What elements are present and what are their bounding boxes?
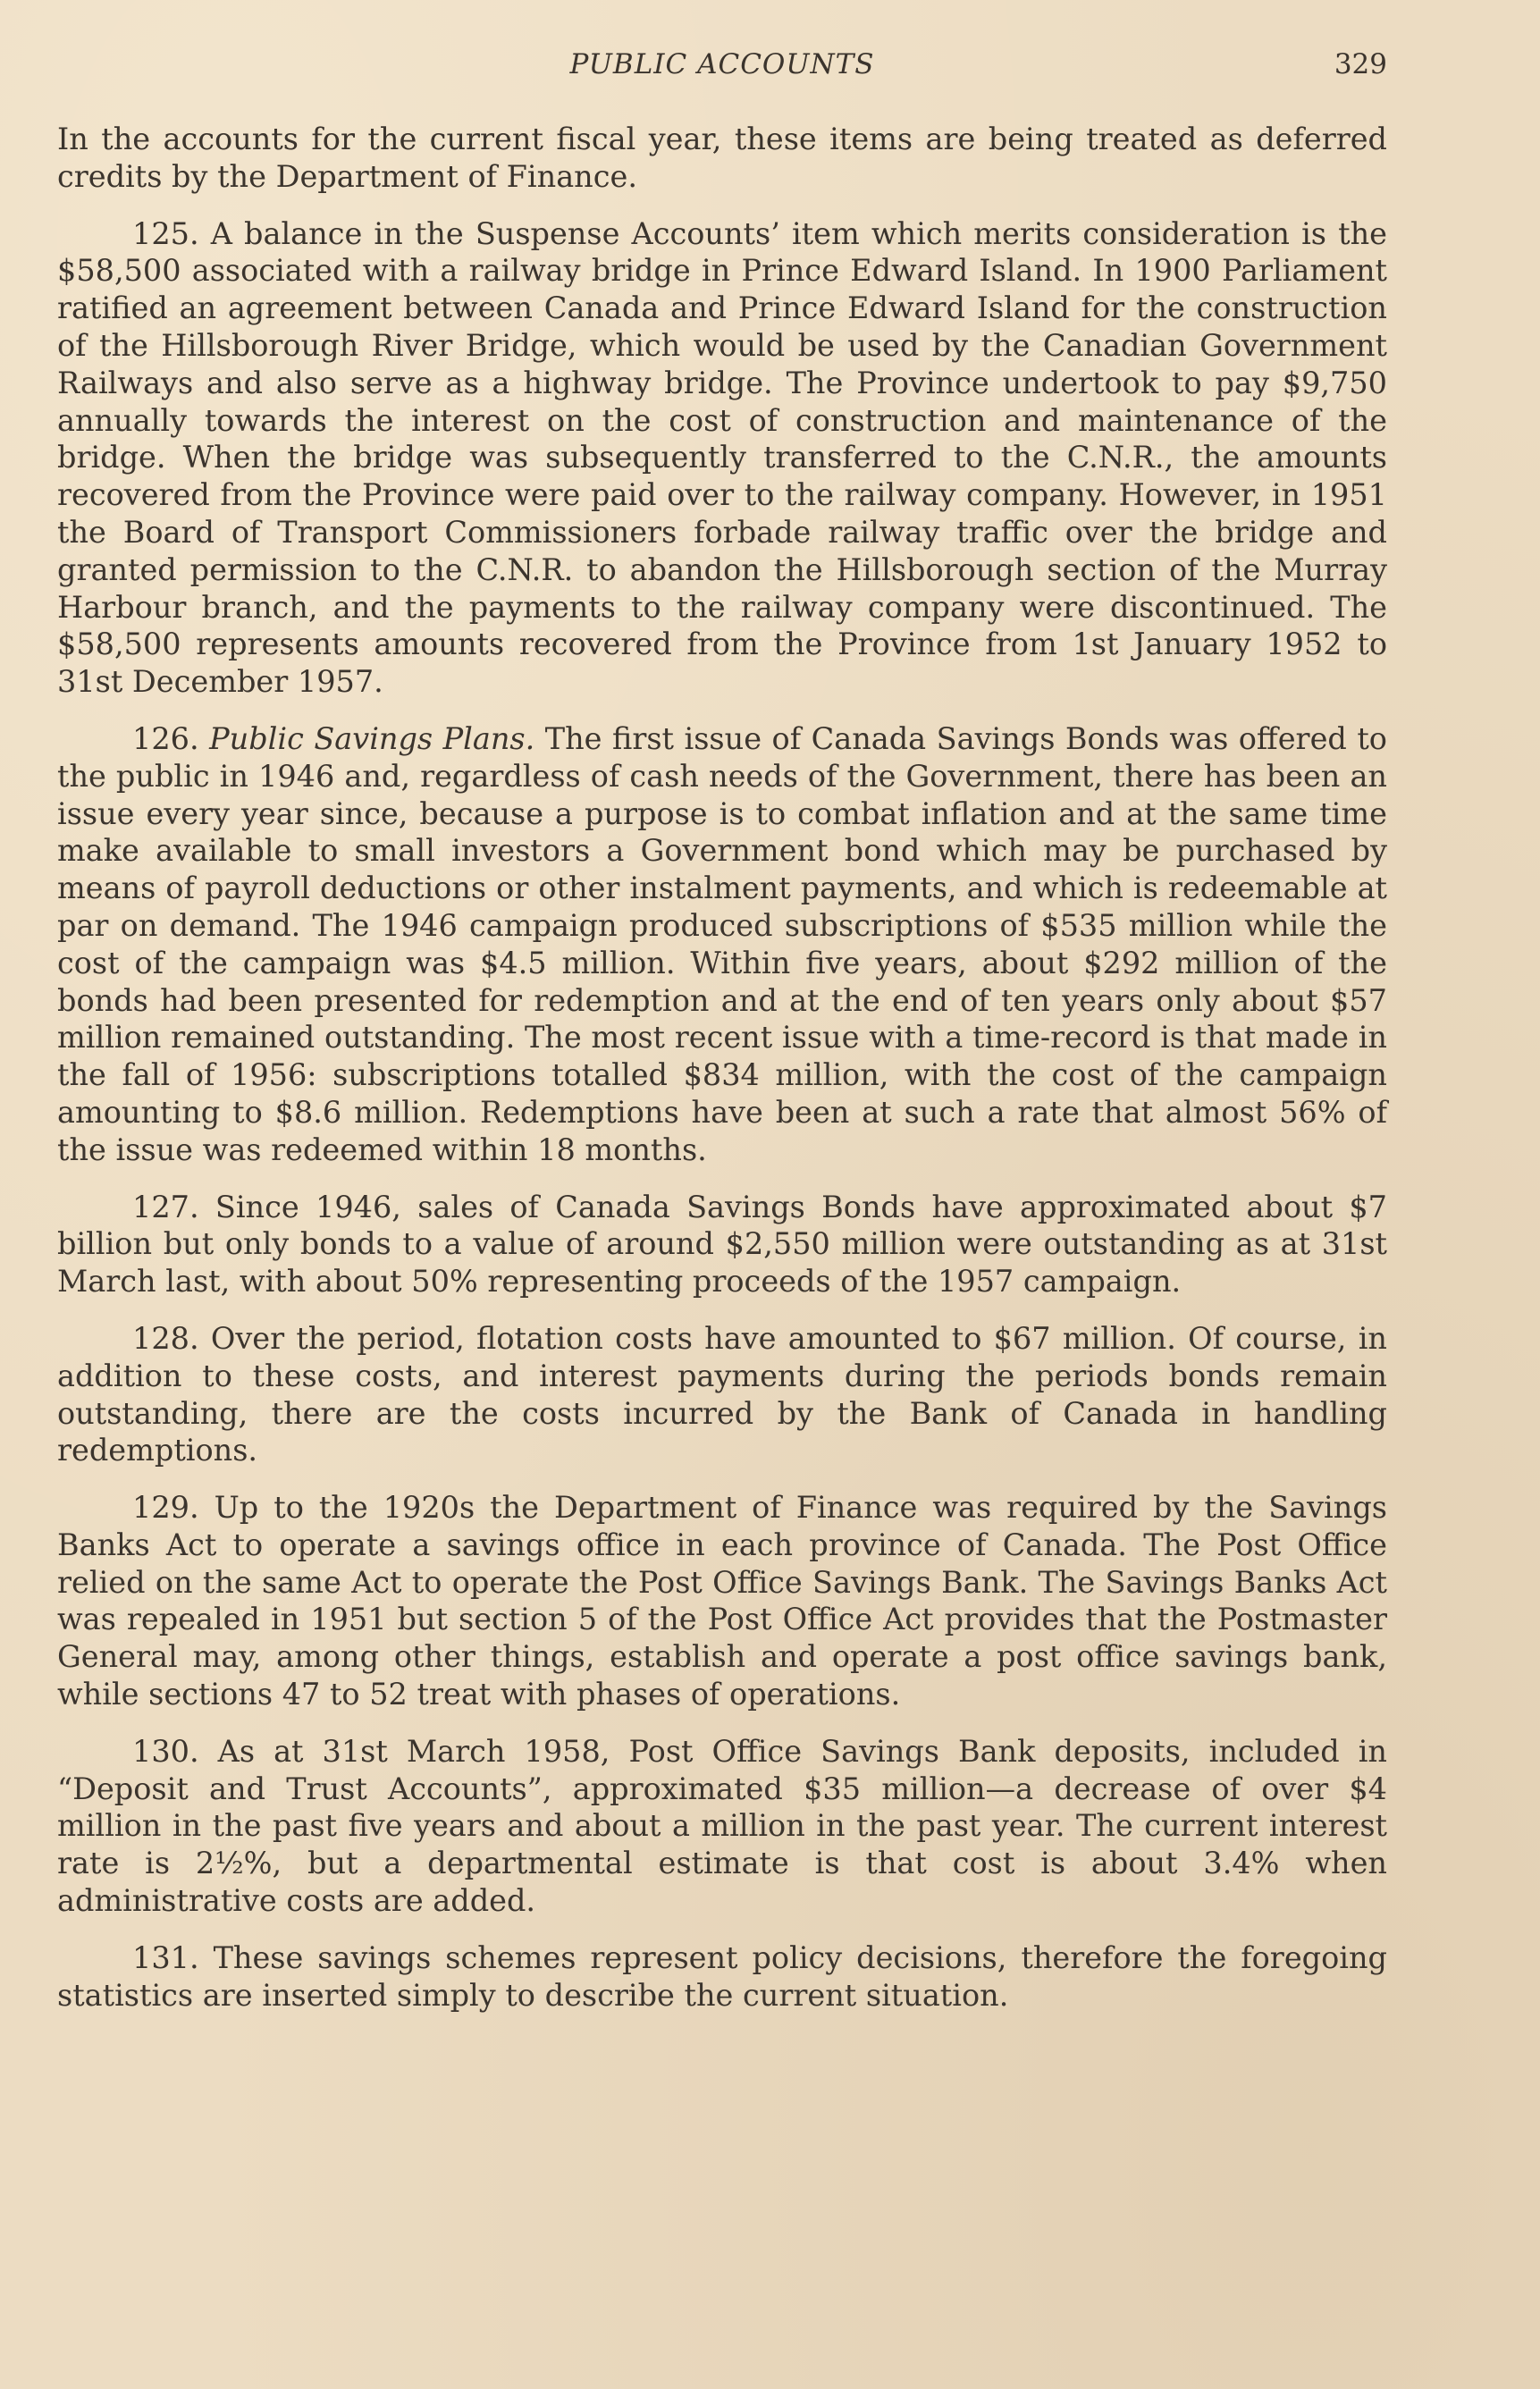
paragraph-number: 128. (132, 1320, 199, 1356)
paragraph-text: In the accounts for the current fiscal year, these items are being treated as deferred credits by the Department of Finance. (57, 122, 1387, 194)
paragraph-text: These savings schemes represent policy decisions, therefore the foregoing statistics are inserted simply to describe the current situation. (57, 1939, 1387, 2013)
paragraph-text: Up to the 1920s the Department of Finance was required by the Savings Banks Act to operate a savings office in each province of Canada. The Post Office relied on the same Act to operate the Post Office Savings Bank. The Savings Banks Act was repealed in 1951 but section 5 of the Post Office Act provides that the Postmaster General may, among other things, establish and operate a post office savings bank, while sections 47 to 52 treat with phases of operations. (57, 1490, 1387, 1712)
paragraph-128 (57, 1320, 1387, 1469)
paragraph-number: 127. (132, 1189, 199, 1224)
running-title: PUBLIC ACCOUNTS (569, 48, 875, 80)
paragraph-number: 131. (132, 1939, 199, 1975)
paragraph-text: As at 31st March 1958, Post Office Savings Bank deposits, included in “Deposit and Trust Accounts”, approximated $35 million—a decrease of over $4 million in the past five years and about a million in the past year. The current interest rate is 2½%, but a departmental estimate is that cost is about 3.4% when administrative costs are added. (57, 1733, 1387, 1919)
paragraph-text: Over the period, flotation costs have amounted to $67 million. Of course, in addition to these costs, and interest payments during the periods bonds remain outstanding, there are the costs incurred by the Bank of Canada in handling redemptions. (57, 1320, 1387, 1468)
paragraph-continuation (57, 121, 1387, 196)
paragraph-131 (57, 1939, 1387, 2015)
paragraph-number: 130. (132, 1733, 199, 1769)
paragraph-text: Since 1946, sales of Canada Savings Bonds have approximated about $7 billion but only bonds to a value of around $2,550 million were outstanding as at 31st March last, with about 50% representing proceeds of the 1957 campaign. (57, 1189, 1387, 1300)
running-header (57, 48, 1387, 88)
paragraph-heading: Public Savings Plans. (209, 720, 535, 756)
paragraph-number: 126. (132, 720, 199, 756)
page-number: 329 (1334, 48, 1387, 80)
body-text (57, 121, 1387, 2014)
paragraph-126 (57, 720, 1387, 1169)
paragraph-130 (57, 1733, 1387, 1920)
paragraph-number: 125. (132, 215, 199, 251)
paragraph-number: 129. (132, 1490, 199, 1526)
paragraph-127 (57, 1189, 1387, 1300)
paragraph-text: The first issue of Canada Savings Bonds was offered to the public in 1946 and, regardless of cash needs of the Government, there has been an issue every year since, because a purpose is to combat inflation and at the same time make available to small investors a Government bond which may be purchased by means of payroll deductions or other instalment payments, and which is redeemable at par on demand. The 1946 campaign produced subscriptions of $535 million while the cost of the campaign was $4.5 million. Within five years, about $292 million of the bonds had been presented for redemption and at the end of ten years only about $57 million remained outstanding. The most recent issue with a time-record is that made in the fall of 1956: subscriptions totalled $834 million, with the cost of the campaign amounting to $8.6 million. Redemptions have been at such a rate that almost 56% of the issue was redeemed within 18 months. (57, 720, 1387, 1167)
paragraph-129 (57, 1489, 1387, 1713)
paragraph-text: A balance in the Suspense Accounts’ item which merits consideration is the $58,500 associated with a railway bridge in Prince Edward Island. In 1900 Parliament ratified an agreement between Canada and Prince Edward Island for the construction of the Hillsborough River Bridge, which would be used by the Canadian Government Railways and also serve as a highway bridge. The Province undertook to pay $9,750 annually towards the interest on the cost of construction and maintenance of the bridge. When the bridge was subsequently transferred to the C.N.R., the amounts recovered from the Province were paid over to the railway company. However, in 1951 the Board of Transport Commissioners forbade railway traffic over the bridge and granted permission to the C.N.R. to abandon the Hillsborough section of the Murray Harbour branch, and the payments to the railway company were discontinued. The $58,500 represents amounts recovered from the Province from 1st January 1952 to 31st December 1957. (57, 215, 1387, 700)
paragraph-125 (57, 215, 1387, 701)
